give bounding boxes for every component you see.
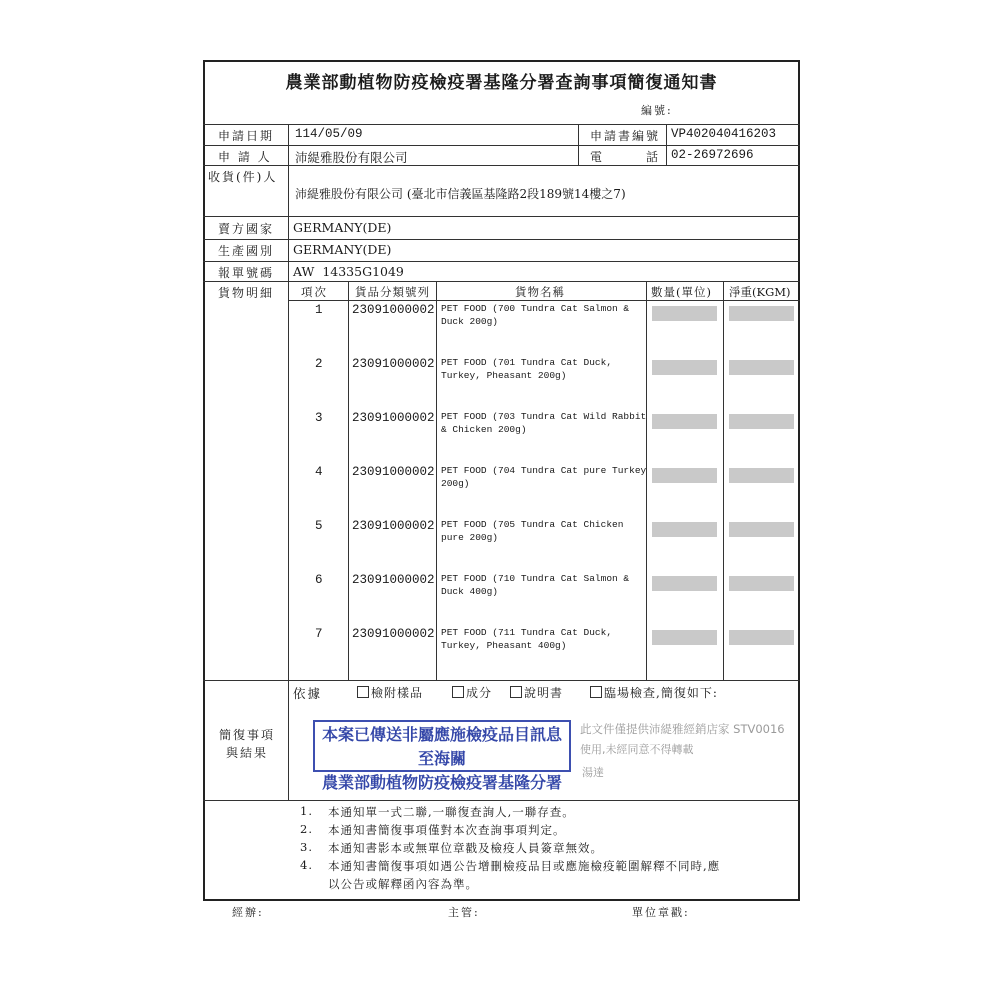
col-header-name: 貨物名稱 xyxy=(515,285,565,299)
table-row xyxy=(0,357,1000,409)
redacted-quantity xyxy=(652,468,717,483)
rule xyxy=(203,680,800,681)
rule xyxy=(203,216,800,217)
rule xyxy=(203,165,800,166)
row-name-line2: Turkey, Pheasant 400g) xyxy=(441,640,567,651)
watermark-line-2: 使用,未經同意不得轉載 xyxy=(580,743,694,756)
option-sample xyxy=(357,684,423,701)
option-onsite xyxy=(590,684,718,701)
row-code: 23091000002 xyxy=(352,357,435,371)
rule xyxy=(203,145,800,146)
serial-label: 編號: xyxy=(641,104,673,117)
row-code: 23091000002 xyxy=(352,519,435,533)
phone-value: 02-26972696 xyxy=(671,148,754,162)
option-ingredients-label: 成分 xyxy=(466,686,493,700)
note-number: 2. xyxy=(300,822,313,836)
stamp-line-2: 農業部動植物防疫檢疫署基隆分署 xyxy=(321,773,562,792)
form-header xyxy=(203,60,800,124)
row-name-line2: pure 200g) xyxy=(441,532,499,543)
option-manual-label: 說明書 xyxy=(524,686,564,700)
row-name-line2: Duck 400g) xyxy=(441,586,499,597)
basis-label: 依據 xyxy=(293,686,323,701)
rule xyxy=(203,800,800,801)
reply-section-label-1: 簡復事項 xyxy=(219,728,276,742)
watermark-line-1: 此文件僅提供沛緹雅經銷店家 STV0016 xyxy=(580,722,785,736)
application-no-value: VP402040416203 xyxy=(671,127,777,141)
table-row xyxy=(0,627,1000,679)
blue-stamp xyxy=(313,720,571,792)
col-header-no: 項次 xyxy=(301,285,328,299)
row-name-line1: PET FOOD (701 Tundra Cat Duck, xyxy=(441,357,613,368)
note-text: 本通知書簡復事項如遇公告增刪檢疫品目或應施檢疫範圍解釋不同時,應 xyxy=(328,859,721,873)
row-no: 4 xyxy=(315,465,323,479)
consignee-value: 沛緹雅股份有限公司 (臺北市信義區基隆路2段189號14樓之7) xyxy=(295,187,626,201)
row-no: 2 xyxy=(315,357,323,371)
rule xyxy=(203,261,800,262)
checkbox-ingredients[interactable] xyxy=(452,686,464,698)
rule xyxy=(288,680,289,800)
rule xyxy=(666,124,667,165)
table-row xyxy=(0,465,1000,517)
watermark-line-3: 湯達 xyxy=(582,766,604,779)
redacted-weight xyxy=(729,360,794,375)
rule xyxy=(578,124,579,165)
redacted-quantity xyxy=(652,522,717,537)
col-header-qty: 數量(單位) xyxy=(651,285,712,299)
redacted-weight xyxy=(729,414,794,429)
reply-section-label-2: 與結果 xyxy=(226,746,269,760)
row-code: 23091000002 xyxy=(352,627,435,641)
unit-stamp-label: 單位章戳: xyxy=(632,906,690,919)
applicant-value: 沛緹雅股份有限公司 xyxy=(295,150,408,165)
goods-detail-label: 貨物明細 xyxy=(218,286,275,300)
row-no: 6 xyxy=(315,573,323,587)
option-manual xyxy=(510,684,563,701)
col-header-weight: 淨重(KGM) xyxy=(729,285,791,299)
origin-country-value: GERMANY(DE) xyxy=(293,242,392,257)
row-name-line1: PET FOOD (705 Tundra Cat Chicken xyxy=(441,519,624,530)
note-text: 本通知書簡復事項僅對本次查詢事項判定。 xyxy=(328,823,566,837)
option-sample-label: 檢附樣品 xyxy=(371,686,424,700)
row-code: 23091000002 xyxy=(352,303,435,317)
redacted-weight xyxy=(729,576,794,591)
redacted-quantity xyxy=(652,630,717,645)
row-name-line2: Duck 200g) xyxy=(441,316,499,327)
table-row xyxy=(0,303,1000,355)
supervisor-label: 主管: xyxy=(448,906,480,919)
redacted-quantity xyxy=(652,414,717,429)
row-name-line2: Turkey, Pheasant 200g) xyxy=(441,370,567,381)
redacted-quantity xyxy=(652,306,717,321)
apply-date-value: 114/05/09 xyxy=(295,127,363,141)
row-code: 23091000002 xyxy=(352,411,435,425)
checkbox-onsite[interactable] xyxy=(590,686,602,698)
row-no: 5 xyxy=(315,519,323,533)
option-ingredients xyxy=(452,684,492,701)
redacted-quantity xyxy=(652,576,717,591)
stamp-line-1: 本案已傳送非屬應施檢疫品目訊息至海關 xyxy=(321,725,562,768)
seller-country-value: GERMANY(DE) xyxy=(293,220,392,235)
applicant-label: 申 請 人 xyxy=(218,150,272,164)
checkbox-sample[interactable] xyxy=(357,686,369,698)
note-text: 本通知書影本或無單位章戳及檢疫人員簽章無效。 xyxy=(328,841,603,855)
row-name-line1: PET FOOD (711 Tundra Cat Duck, xyxy=(441,627,613,638)
application-no-label: 申請書編號 xyxy=(590,129,661,143)
row-code: 23091000002 xyxy=(352,573,435,587)
consignee-label: 收貨(件)人 xyxy=(208,170,278,184)
row-name-line1: PET FOOD (710 Tundra Cat Salmon & xyxy=(441,573,630,584)
note-text: 本通知單一式二聯,一聯復查詢人,一聯存查。 xyxy=(328,805,575,819)
reply-tail: ,簡復如下: xyxy=(656,686,718,700)
note-number: 1. xyxy=(300,804,313,818)
note-number: 3. xyxy=(300,840,313,854)
table-row xyxy=(0,573,1000,625)
option-onsite-label: 臨場檢查 xyxy=(604,686,657,700)
declaration-no-label: 報單號碼 xyxy=(218,266,275,280)
rule xyxy=(203,239,800,240)
declaration-no-value: AW 14335G1049 xyxy=(293,264,404,279)
document-title: 農業部動植物防疫檢疫署基隆分署查詢事項簡復通知書 xyxy=(285,73,718,93)
table-row xyxy=(0,411,1000,463)
row-name-line2: & Chicken 200g) xyxy=(441,424,527,435)
phone-label: 電 話 xyxy=(590,150,661,164)
table-row xyxy=(0,519,1000,571)
row-no: 3 xyxy=(315,411,323,425)
redacted-weight xyxy=(729,306,794,321)
apply-date-label: 申請日期 xyxy=(218,129,275,143)
row-name-line1: PET FOOD (700 Tundra Cat Salmon & xyxy=(441,303,630,314)
row-name-line2: 200g) xyxy=(441,478,470,489)
checkbox-manual[interactable] xyxy=(510,686,522,698)
origin-country-label: 生產國別 xyxy=(218,244,275,258)
row-code: 23091000002 xyxy=(352,465,435,479)
rule xyxy=(203,281,800,282)
redacted-weight xyxy=(729,522,794,537)
redacted-weight xyxy=(729,468,794,483)
note-number: 4. xyxy=(300,858,313,872)
handler-label: 經辦: xyxy=(232,906,264,919)
row-no: 7 xyxy=(315,627,323,641)
redacted-weight xyxy=(729,630,794,645)
redacted-quantity xyxy=(652,360,717,375)
rule xyxy=(203,124,800,125)
note-text: 以公告或解釋函內容為準。 xyxy=(328,877,478,891)
row-name-line1: PET FOOD (704 Tundra Cat pure Turkey xyxy=(441,465,647,476)
row-name-line1: PET FOOD (703 Tundra Cat Wild Rabbit xyxy=(441,411,647,422)
col-header-code: 貨品分類號列 xyxy=(355,285,430,299)
row-no: 1 xyxy=(315,303,323,317)
seller-country-label: 賣方國家 xyxy=(218,222,275,236)
